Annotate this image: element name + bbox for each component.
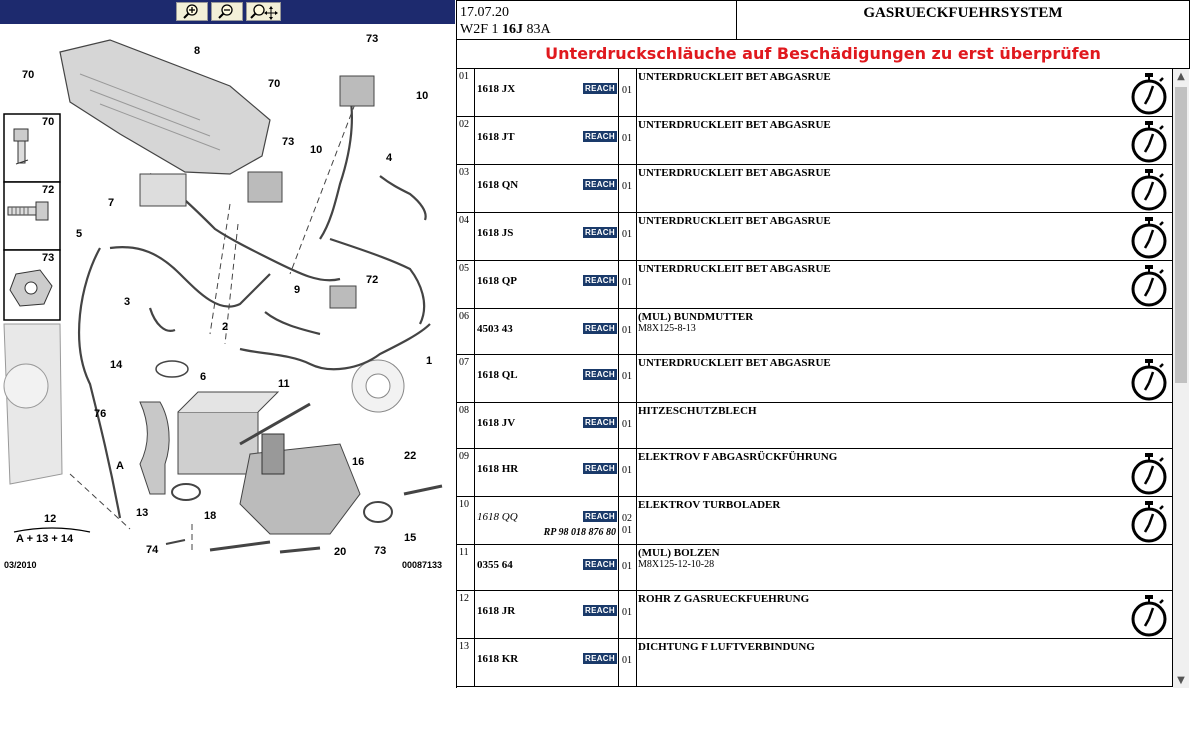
part-description: UNTERDRUCKLEIT BET ABGASRUE [638, 119, 831, 131]
part-ref-cell [475, 261, 619, 308]
table-row[interactable] [457, 545, 1173, 591]
callout-9: 9 [294, 284, 301, 296]
part-index: 02 [457, 117, 475, 164]
part-description: ELEKTROV TURBOLADER [638, 499, 781, 511]
table-row[interactable] [457, 213, 1173, 261]
stopwatch-icon[interactable] [1129, 452, 1169, 496]
part-description: UNTERDRUCKLEIT BET ABGASRUE [638, 357, 831, 369]
callout-15: 15 [404, 532, 417, 544]
callout-11: 11 [278, 378, 290, 390]
warning-banner: Unterdruckschläuche auf Beschädigungen zu erst überprüfen [456, 40, 1190, 68]
part-index: 09 [457, 449, 475, 496]
diagram-image-code: 00087133 [402, 560, 443, 570]
part-qty-cell [619, 261, 637, 308]
part-specification: M8X125-12-10-28 [638, 559, 715, 570]
callout-10: 10 [310, 144, 323, 156]
part-qty-cell [619, 117, 637, 164]
reach-badge: REACH [583, 369, 617, 380]
solenoid-valve-drawing [248, 172, 282, 202]
callout-4: 4 [386, 152, 393, 164]
reach-badge: REACH [583, 511, 617, 522]
legend-label-70: 70 [42, 116, 55, 128]
table-row[interactable] [457, 497, 1173, 545]
part-reference[interactable]: 0355 64 [477, 559, 513, 571]
header-info [457, 1, 737, 39]
part-quantity: 01 [622, 229, 632, 240]
callout-72: 72 [366, 274, 379, 286]
part-index: 06 [457, 309, 475, 354]
part-quantity: 01 [622, 561, 632, 572]
part-index: 08 [457, 403, 475, 448]
part-reference[interactable]: 1618 HR [477, 463, 519, 475]
part-description-cell [637, 165, 1173, 212]
part-description: DICHTUNG F LUFTVERBINDUNG [638, 641, 815, 653]
callout-2: 2 [222, 321, 229, 333]
stopwatch-icon[interactable] [1129, 594, 1169, 638]
part-qty-cell [619, 403, 637, 448]
part-reference[interactable]: 1618 QP [477, 275, 518, 287]
part-description-cell [637, 309, 1173, 354]
part-reference[interactable]: 1618 QQ [477, 511, 518, 523]
stopwatch-icon[interactable] [1129, 264, 1169, 308]
reach-badge: REACH [583, 605, 617, 616]
part-reference[interactable]: 1618 JV [477, 417, 516, 429]
zoom-in-button[interactable] [176, 2, 208, 21]
formula-label: 12 [44, 513, 57, 525]
callout-70: 70 [22, 69, 35, 81]
part-ref-cell [475, 639, 619, 686]
part-index: 12 [457, 591, 475, 638]
part-description-cell [637, 497, 1173, 544]
part-reference[interactable]: 1618 JX [477, 83, 516, 95]
part-description: (MUL) BOLZEN [638, 547, 720, 559]
callout-70: 70 [268, 78, 281, 90]
part-description: ROHR Z GASRUECKFUEHRUNG [638, 593, 810, 605]
part-description: UNTERDRUCKLEIT BET ABGASRUE [638, 263, 831, 275]
reach-badge: REACH [583, 83, 617, 94]
part-reference[interactable]: 1618 JR [477, 605, 516, 617]
table-row[interactable] [457, 449, 1173, 497]
zoom-out-icon [217, 4, 237, 20]
part-reference[interactable]: 1618 QL [477, 369, 518, 381]
part-quantity: 01 [622, 655, 632, 666]
callout-14: 14 [110, 359, 123, 371]
table-row[interactable] [457, 69, 1173, 117]
part-reference[interactable]: 1618 JT [477, 131, 515, 143]
part-description-cell [637, 69, 1173, 116]
part-ref-cell [475, 165, 619, 212]
callout-74: 74 [146, 544, 159, 556]
callout-20: 20 [334, 546, 347, 558]
part-qty-cell [619, 639, 637, 686]
table-row[interactable] [457, 639, 1173, 687]
callout-18: 18 [204, 510, 217, 522]
part-qty-cell [619, 591, 637, 638]
part-quantity: 01 [622, 181, 632, 192]
part-description-cell [637, 261, 1173, 308]
reach-badge: REACH [583, 179, 617, 190]
part-description-cell [637, 639, 1173, 686]
part-index: 03 [457, 165, 475, 212]
part-description-cell [637, 449, 1173, 496]
stopwatch-icon[interactable] [1129, 120, 1169, 164]
legend-boxes [4, 114, 60, 320]
part-ref-cell [475, 591, 619, 638]
part-description-cell [637, 591, 1173, 638]
table-row[interactable] [457, 165, 1173, 213]
part-ref-cell [475, 449, 619, 496]
part-ref-cell [475, 403, 619, 448]
part-description-cell [637, 355, 1173, 402]
reach-badge: REACH [583, 463, 617, 474]
parts-header [456, 0, 1190, 40]
scroll-down-button[interactable]: ▼ [1177, 675, 1185, 686]
part-quantity: 01 [622, 371, 632, 382]
part-ref-cell [475, 213, 619, 260]
reach-badge: REACH [583, 227, 617, 238]
table-row[interactable] [457, 261, 1173, 309]
callout-73: 73 [282, 136, 295, 148]
callout-73: 73 [374, 545, 387, 557]
reach-badge: REACH [583, 323, 617, 334]
egr-valve-drawing [240, 444, 360, 534]
stopwatch-icon[interactable] [1129, 500, 1169, 544]
parts-pane [456, 0, 1190, 690]
parts-diagram [0, 24, 455, 580]
part-specification: M8X125-8-13 [638, 323, 696, 334]
part-quantity-2: 01 [622, 525, 632, 536]
part-quantity: 01 [622, 133, 632, 144]
callout-16: 16 [352, 456, 365, 468]
part-ref-cell [475, 545, 619, 590]
diagram-pane [0, 0, 455, 580]
part-description-cell [637, 403, 1173, 448]
part-description-cell [637, 545, 1173, 590]
part-qty-cell [619, 165, 637, 212]
legend-label-72: 72 [42, 184, 55, 196]
part-quantity: 01 [622, 325, 632, 336]
callout-1: 1 [426, 355, 433, 367]
zoom-in-icon [182, 4, 202, 20]
callout-5: 5 [76, 228, 83, 240]
part-index: 11 [457, 545, 475, 590]
part-qty-cell [619, 449, 637, 496]
table-row[interactable] [457, 403, 1173, 449]
part-quantity: 01 [622, 85, 632, 96]
egr-pipe-drawing [140, 402, 169, 494]
callout-10: 10 [416, 90, 429, 102]
part-description-cell [637, 213, 1173, 260]
table-row[interactable] [457, 355, 1173, 403]
part-qty-cell [619, 69, 637, 116]
scrollbar-thumb[interactable] [1175, 87, 1187, 383]
part-index: 07 [457, 355, 475, 402]
callout-a: A [116, 460, 124, 472]
part-quantity: 01 [622, 465, 632, 476]
diagram-date-code: 03/2010 [4, 560, 37, 570]
zoom-pan-button[interactable] [246, 2, 281, 21]
part-description: ELEKTROV F ABGASRÜCKFÜHRUNG [638, 451, 838, 463]
table-row[interactable] [457, 117, 1173, 165]
page-title: GASRUECKFUEHRSYSTEM [863, 5, 1063, 21]
callout-76: 76 [94, 408, 107, 420]
part-reference[interactable]: 1618 KR [477, 653, 519, 665]
part-description: (MUL) BUNDMUTTER [638, 311, 754, 323]
stopwatch-icon[interactable] [1129, 358, 1169, 402]
part-index: 10 [457, 497, 475, 544]
reach-badge: REACH [583, 417, 617, 428]
part-description: UNTERDRUCKLEIT BET ABGASRUE [638, 71, 831, 83]
callout-73: 73 [366, 33, 379, 45]
part-description: HITZESCHUTZBLECH [638, 405, 757, 417]
callout-22: 22 [404, 450, 417, 462]
part-index: 13 [457, 639, 475, 686]
zoom-pan-icon [250, 4, 278, 20]
formula-text: A + 13 + 14 [16, 533, 74, 545]
stopwatch-icon[interactable] [1129, 72, 1169, 116]
reach-badge: REACH [583, 559, 617, 570]
egr-cooler-drawing [178, 412, 258, 474]
callout-8: 8 [194, 45, 201, 57]
part-ref-cell [475, 69, 619, 116]
callout-7: 7 [108, 197, 115, 209]
part-quantity: 01 [622, 277, 632, 288]
part-description-cell [637, 117, 1173, 164]
reach-badge: REACH [583, 131, 617, 142]
zoom-out-button[interactable] [211, 2, 243, 21]
stopwatch-icon[interactable] [1129, 168, 1169, 212]
scrollbar[interactable] [1173, 69, 1189, 688]
part-quantity: 01 [622, 419, 632, 430]
part-ref-cell [475, 309, 619, 354]
callout-3: 3 [124, 296, 131, 308]
table-row[interactable] [457, 591, 1173, 639]
part-ref-cell [475, 497, 619, 544]
stopwatch-icon[interactable] [1129, 216, 1169, 260]
part-quantity: 02 [622, 513, 632, 524]
part-quantity: 01 [622, 607, 632, 618]
part-reference[interactable]: 1618 JS [477, 227, 514, 239]
part-qty-cell [619, 497, 637, 544]
vehicle-code: W2F 1 16J 83A [460, 22, 551, 37]
callout-13: 13 [136, 507, 149, 519]
part-qty-cell [619, 213, 637, 260]
part-index: 04 [457, 213, 475, 260]
part-index: 01 [457, 69, 475, 116]
parts-list [456, 68, 1190, 688]
table-row[interactable] [457, 309, 1173, 355]
header-date: 17.07.20 [460, 5, 509, 20]
part-qty-cell [619, 309, 637, 354]
part-replacement-ref: RP 98 018 876 80 [543, 527, 616, 538]
part-ref-cell [475, 355, 619, 402]
part-reference[interactable]: 1618 QN [477, 179, 519, 191]
reach-badge: REACH [583, 653, 617, 664]
callout-6: 6 [200, 371, 207, 383]
part-description: UNTERDRUCKLEIT BET ABGASRUE [638, 167, 831, 179]
part-reference[interactable]: 4503 43 [477, 323, 513, 335]
part-qty-cell [619, 355, 637, 402]
reach-badge: REACH [583, 275, 617, 286]
part-qty-cell [619, 545, 637, 590]
part-index: 05 [457, 261, 475, 308]
part-ref-cell [475, 117, 619, 164]
scroll-up-button[interactable]: ▲ [1177, 71, 1185, 82]
legend-label-73: 73 [42, 252, 55, 264]
part-description: UNTERDRUCKLEIT BET ABGASRUE [638, 215, 831, 227]
zoom-toolbar [0, 0, 455, 24]
